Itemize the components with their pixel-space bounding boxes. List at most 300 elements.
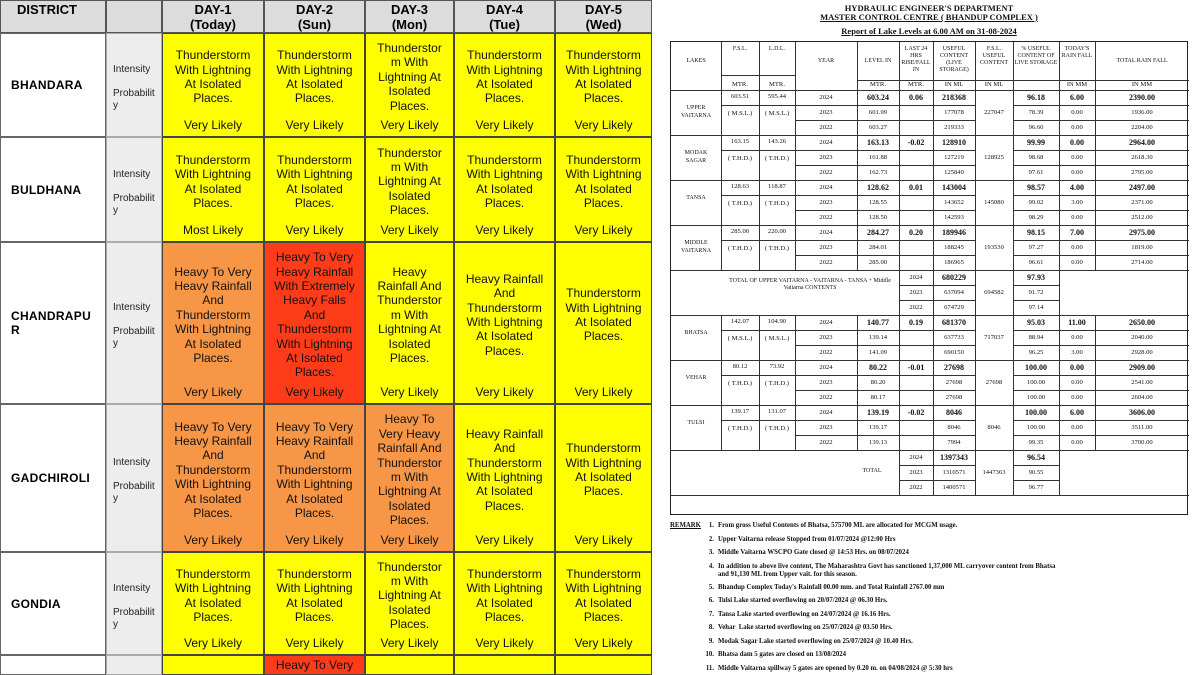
level: 603.27 (868, 124, 888, 131)
forecast-cell (555, 137, 652, 242)
year: 2022 (909, 484, 923, 491)
grid-line (933, 360, 934, 405)
grid-line (1059, 315, 1060, 360)
forecast-cell (162, 137, 264, 242)
forecast-text: Heavy Rainfall And Thunderstorm With Lightning At Isolated Places. (465, 271, 544, 358)
remark-number: 2. (708, 535, 714, 543)
probability-value: Very Likely (574, 223, 633, 237)
report-centre: MASTER CONTROL CENTRE ( BHANDUP COMPLEX ) (820, 12, 1038, 22)
level: 80.22 (869, 363, 887, 372)
label-cell (106, 404, 162, 552)
grid-line (721, 105, 795, 106)
remark-number: 3. (708, 549, 714, 556)
percent-content: 78.39 (1028, 109, 1044, 116)
remark-item (670, 611, 891, 619)
grid-line (795, 390, 975, 391)
percent-content: 100.00 (1025, 408, 1047, 417)
forecast-cell (264, 404, 365, 552)
grid-line (721, 360, 722, 405)
district-name: CHANDRAPU R (0, 242, 106, 404)
column-header: % USEFUL CONTENT OF LIVE STORAGE (1014, 46, 1058, 66)
district-name (0, 655, 106, 675)
grid-line (795, 255, 975, 256)
rise-fall: -0.02 (907, 138, 925, 147)
datum-ref: ( M.S.L.) (727, 110, 753, 117)
percent-content: 99.99 (1027, 138, 1045, 147)
total-label: TOTAL OF UPPER VAITARNA - VAITARNA - TANSA + Middle Vaitarna CONTENTS (729, 278, 891, 291)
grid-line (721, 90, 722, 135)
useful-content: 674729 (944, 304, 964, 311)
today-rainfall: 0.00 (1071, 154, 1083, 161)
forecast-cell (264, 242, 365, 404)
grid-line (1059, 90, 1060, 135)
year: 2024 (909, 454, 923, 461)
forecast-text: Heavy To Very Heavy Rainfall And Thunderstorm With Lightning At Isolated Places. (174, 264, 252, 366)
useful-content: 7994 (947, 439, 961, 446)
percent-content: 96.54 (1027, 453, 1045, 462)
column-header: LAKES (686, 58, 706, 64)
grid-line (795, 105, 975, 106)
fsl-useful-content: 1447363 (982, 469, 1006, 476)
fsl-useful-content: 128925 (984, 154, 1004, 161)
remark-number: 7. (708, 610, 714, 618)
percent-content: 96.18 (1027, 93, 1045, 102)
useful-content: 189946 (942, 228, 966, 237)
unit-label: MTR. (870, 81, 886, 88)
remark-text: Upper Vaitarna release Stopped from 01/07/2024 @12:00 Hrs (718, 535, 896, 543)
remark-number: 10. (705, 651, 714, 658)
year: 2024 (819, 184, 833, 191)
total-rainfall: 2541.00 (1131, 379, 1153, 386)
remark-text: Modak Sagar Lake started overflowing on 25/07/2024 @ 10.40 Hrs. (718, 637, 913, 645)
remark-text: Tansa Lake started overflowing on 24/07/2024 @ 16.16 Hrs. (718, 610, 891, 618)
grid-line (795, 330, 975, 331)
year: 2022 (819, 169, 833, 176)
forecast-cell (454, 552, 555, 655)
datum-ref: ( T.H.D.) (728, 155, 752, 162)
grid-line (899, 405, 900, 450)
total-rainfall: 2390.00 (1129, 93, 1155, 102)
grid-line (795, 150, 975, 151)
grid-line (795, 225, 796, 270)
grid-line (1013, 165, 1189, 166)
level: 603.24 (867, 93, 889, 102)
year: 2024 (819, 319, 833, 326)
total-rainfall: 2795.00 (1131, 169, 1153, 176)
grid-line (899, 225, 900, 270)
grid-line (721, 240, 795, 241)
remark-text: From gross Useful Contents of Bhatsa, 575700 ML are allocated for MCGM usage. (718, 522, 958, 529)
today-rainfall: 0.00 (1071, 259, 1083, 266)
grid-line (795, 240, 975, 241)
grid-line (1013, 480, 1059, 481)
probability-value: Very Likely (183, 118, 243, 132)
today-rainfall: 0.00 (1071, 379, 1083, 386)
grid-line (671, 495, 1189, 496)
fsl-value: 142.07 (730, 318, 750, 325)
grid-line (933, 270, 934, 315)
percent-content: 98.29 (1028, 214, 1044, 221)
grid-line (671, 135, 1189, 136)
forecast-text: Thunderstor m With Lightning At Isolated Places. (377, 145, 442, 218)
grid-line (795, 435, 975, 436)
level: 601.99 (868, 109, 888, 116)
forecast-text: Thunderstorm With Lightning At Isolated Places. (565, 152, 642, 210)
ldl-value: 220.00 (767, 228, 787, 235)
useful-content: 125840 (944, 169, 964, 176)
remark-number: 4. (708, 562, 714, 570)
probability-value: Very Likely (285, 223, 344, 237)
probability-value: Very Likely (380, 533, 439, 547)
grid-line (1013, 225, 1014, 270)
level: 139.13 (868, 439, 888, 446)
remark-item (670, 638, 913, 646)
forecast-text: Thunderstorm With Lightning At Isolated Places. (466, 566, 543, 624)
year: 2023 (819, 154, 833, 161)
column-header: USEFUL CONTENT (LIVE STORAGE) (939, 46, 969, 73)
grid-line (975, 90, 976, 135)
forecast-cell (365, 33, 454, 137)
remark-text: Bhatsa dam 5 gates are closed on 13/08/2024 (718, 651, 847, 658)
fsl-value: 163.15 (730, 138, 750, 145)
remark-item (670, 522, 957, 530)
total-rainfall: 1819.00 (1131, 244, 1153, 251)
grid-line (1013, 240, 1189, 241)
forecast-text: Thunderstorm With Lightning At Isolated Places. (565, 566, 642, 624)
percent-content: 96.25 (1028, 349, 1044, 356)
probability-value: Very Likely (285, 533, 344, 547)
grid-line (1013, 300, 1059, 301)
level: 128.55 (868, 199, 888, 206)
intensity-label: Intensity (113, 302, 151, 313)
today-rainfall: 0.00 (1071, 439, 1083, 446)
total-rainfall: 2618.30 (1131, 154, 1153, 161)
grid-line (857, 90, 858, 135)
grid-line (1095, 180, 1096, 225)
probability-value: Very Likely (574, 636, 633, 650)
lake-name: MODAK SAGAR (684, 150, 708, 164)
label-cell (106, 33, 162, 137)
ldl-value: 73.92 (769, 363, 785, 370)
percent-content: 99.02 (1028, 199, 1044, 206)
percent-content: 97.61 (1028, 169, 1044, 176)
forecast-cell (162, 552, 264, 655)
percent-content: 98.68 (1028, 154, 1044, 161)
report-dept: HYDRAULIC ENGINEER'S DEPARTMENT (844, 3, 1014, 13)
percent-content: 100.00 (1026, 424, 1046, 431)
remark-text: In addition to above live content, The Maharashtra Govt has sanctioned 1,37,000 ML carryover content from Bhatsa and 91,130 ML from Upper vait. for this season. (718, 562, 1056, 578)
today-rainfall: 6.00 (1070, 93, 1084, 102)
forecast-text: Thunderstorm With Lightning At Isolated Places. (565, 286, 642, 344)
forecast-cell (454, 655, 555, 675)
forecast-text: Heavy Rainfall And Thunderstor m With Lightning At Isolated Places. (377, 264, 442, 366)
grid-line (899, 270, 900, 315)
grid-line (721, 405, 722, 450)
today-rainfall: 7.00 (1070, 228, 1084, 237)
level: 284.27 (867, 228, 889, 237)
year: 2024 (819, 409, 833, 416)
percent-content: 95.03 (1027, 318, 1045, 327)
district-name: GADCHIROLI (0, 404, 106, 552)
ldl-value: 104.90 (767, 318, 787, 325)
probability-value: Very Likely (380, 223, 439, 237)
useful-content: 177078 (944, 109, 964, 116)
datum-ref: ( T.H.D.) (728, 200, 752, 207)
remark-text: Tulsi Lake started overflowing on 20/07/2024 @ 06.30 Hrs. (718, 597, 888, 604)
today-rainfall: 11.00 (1068, 318, 1086, 327)
grid-line (857, 225, 858, 270)
forecast-cell (555, 33, 652, 137)
probability-value: Very Likely (183, 636, 243, 650)
fsl-useful-content: 193530 (984, 244, 1004, 251)
rise-fall: -0.02 (907, 408, 925, 417)
forecast-cell (365, 655, 454, 675)
grid-line (975, 405, 976, 450)
probability-value: Very Likely (285, 636, 344, 650)
grid-line (721, 330, 795, 331)
useful-content: 8046 (947, 424, 961, 431)
year: 2022 (819, 214, 833, 221)
forecast-cell (365, 552, 454, 655)
intensity-label: Intensity (113, 582, 151, 594)
grid-line (1095, 405, 1096, 450)
grid-line (975, 450, 976, 495)
forecast-text: Thunderstorm With Lightning At Isolated Places. (276, 48, 353, 106)
grid-line (1013, 195, 1189, 196)
label-cell (106, 655, 162, 675)
grid-line (759, 90, 760, 135)
column-header: L.D.L. (768, 46, 786, 52)
grid-line (933, 405, 934, 450)
grid-line (1013, 375, 1189, 376)
grid-line (1013, 285, 1059, 286)
ldl-value: 118.87 (768, 183, 786, 190)
forecast-text: Heavy Rainfall And Thunderstorm With Lightning At Isolated Places. (465, 426, 544, 513)
total-rainfall: 2714.00 (1131, 259, 1153, 266)
percent-content: 98.15 (1027, 228, 1045, 237)
percent-content: 99.35 (1028, 439, 1044, 446)
remark-number: 11. (705, 664, 714, 672)
forecast-cell (264, 552, 365, 655)
district-name: GONDIA (0, 552, 106, 655)
datum-ref: ( T.H.D.) (765, 425, 789, 432)
today-rainfall: 0.00 (1070, 363, 1084, 372)
datum-ref: ( T.H.D.) (728, 245, 752, 252)
ldl-value: 595.44 (767, 93, 787, 100)
grid-line (1059, 270, 1060, 315)
header-day-3 (365, 0, 454, 33)
grid-line (899, 90, 900, 135)
probability-value: Very Likely (574, 385, 633, 399)
column-header: TOTAL RAIN FALL (1116, 58, 1168, 64)
grid-line (671, 90, 1189, 91)
probability-value: Very Likely (475, 636, 534, 650)
forecast-text: Heavy To Very (275, 658, 354, 672)
year: 2023 (909, 469, 923, 476)
grid-line (721, 150, 795, 151)
forecast-text: Thunderstorm With Lightning At Isolated Places. (174, 152, 252, 210)
remark-number: 6. (708, 597, 714, 604)
percent-content: 96.60 (1028, 124, 1044, 131)
level: 141.09 (868, 349, 888, 356)
probability-value: Very Likely (285, 385, 344, 399)
rise-fall: 0.20 (909, 228, 923, 237)
remark-item (670, 651, 846, 659)
probability-value: Very Likely (574, 118, 633, 132)
grid-line (857, 360, 858, 405)
remark-item (670, 536, 896, 544)
grid-line (795, 120, 975, 121)
column-header: TODAY'S RAIN FALL (1061, 46, 1093, 59)
percent-content: 97.27 (1028, 244, 1044, 251)
level: 163.13 (867, 138, 889, 147)
grid-line (857, 315, 858, 360)
grid-line (795, 135, 796, 180)
grid-line (899, 180, 900, 225)
intensity-label: Intensity (113, 64, 151, 75)
total-rainfall: 2975.00 (1129, 228, 1155, 237)
today-rainfall: 6.00 (1070, 408, 1084, 417)
level: 128.50 (868, 214, 888, 221)
percent-content: 91.72 (1028, 289, 1044, 296)
today-rainfall: 0.00 (1071, 424, 1083, 431)
datum-ref: ( M.S.L.) (764, 110, 790, 117)
forecast-text: Thunderstorm With Lightning At Isolated Places. (565, 441, 642, 499)
datum-ref: ( M.S.L.) (764, 335, 790, 342)
grid-line (975, 180, 976, 225)
forecast-text: Thunderstorm With Lightning At Isolated Places. (565, 48, 642, 106)
grid-line (857, 135, 858, 180)
grid-line (1013, 105, 1189, 106)
grid-line (721, 315, 722, 360)
year: 2022 (819, 439, 833, 446)
grid-line (933, 180, 934, 225)
grid-line (933, 315, 934, 360)
probability-value: Very Likely (475, 385, 534, 399)
header-day-5 (555, 0, 652, 33)
probability-value: Very Likely (475, 533, 534, 547)
useful-content: 143004 (942, 183, 966, 192)
fsl-useful-content: 27698 (985, 379, 1003, 386)
grid-line (1013, 330, 1189, 331)
grid-line (795, 405, 796, 450)
forecast-cell (264, 33, 365, 137)
today-rainfall: 0.00 (1071, 214, 1083, 221)
header-day-label: DAY-2 (295, 2, 334, 17)
grid-line (795, 375, 975, 376)
year: 2022 (909, 304, 923, 311)
level: 285.00 (868, 259, 888, 266)
remark-item (670, 549, 909, 557)
useful-content: 143652 (944, 199, 964, 206)
grid-line (795, 420, 975, 421)
grid-line (759, 405, 760, 450)
percent-content: 97.93 (1027, 273, 1045, 282)
remark-item (670, 665, 953, 673)
probability-label: Probabilit y (113, 606, 155, 630)
today-rainfall: 3.00 (1071, 349, 1083, 356)
forecast-cell (264, 137, 365, 242)
probability-value: Very Likely (380, 636, 439, 650)
probability-label: Probabilit y (113, 192, 155, 216)
useful-content: 8046 (946, 408, 962, 417)
grid-line (795, 360, 796, 405)
level: 140.77 (867, 318, 889, 327)
today-rainfall: 0.00 (1071, 109, 1083, 116)
intensity-label: Intensity (113, 457, 151, 468)
grid-line (899, 450, 900, 495)
grid-line (933, 225, 934, 270)
useful-content: 27698 (945, 379, 963, 386)
year: 2022 (819, 124, 833, 131)
grid-line (1013, 90, 1014, 135)
grid-line (1095, 225, 1096, 270)
ldl-value: 131.07 (767, 408, 787, 415)
rise-fall: 0.06 (909, 93, 923, 102)
year: 2024 (819, 94, 833, 101)
header-day-2 (264, 0, 365, 33)
remark-item (670, 584, 944, 592)
grid-line (721, 180, 722, 225)
forecast-cell (555, 552, 652, 655)
useful-content: 27698 (944, 363, 964, 372)
grid-line (1013, 135, 1014, 180)
grid-line (1013, 390, 1189, 391)
grid-line (1059, 360, 1060, 405)
grid-line (933, 450, 934, 495)
column-header: LEVEL IN (864, 58, 892, 64)
remark-label: REMARK (670, 522, 701, 529)
fsl-useful-content: 145080 (984, 199, 1004, 206)
probability-value: Most Likely (182, 223, 244, 237)
grid-line (857, 405, 858, 450)
year: 2023 (819, 109, 833, 116)
year: 2022 (819, 394, 833, 401)
datum-ref: ( T.H.D.) (728, 425, 752, 432)
total-rainfall: 2512.00 (1131, 214, 1153, 221)
header-blank (106, 0, 162, 33)
remark-text: Vehar Lake started overflowing on 25/07/2024 @ 03.50 Hrs. (718, 624, 893, 631)
header-day-name: (Today) (190, 17, 236, 32)
probability-value: Very Likely (475, 223, 534, 237)
level: 284.01 (868, 244, 888, 251)
lake-name: VEHAR (685, 375, 707, 381)
forecast-cell (365, 242, 454, 404)
year: 2024 (819, 139, 833, 146)
grid-line (759, 135, 760, 180)
useful-content: 218368 (942, 93, 966, 102)
forecast-text: Thunderstorm With Lightning At Isolated Places. (276, 566, 353, 624)
grid-line (721, 420, 795, 421)
useful-content: 1310571 (942, 469, 966, 476)
useful-content: 680229 (942, 273, 966, 282)
grid-line (1013, 120, 1189, 121)
today-rainfall: 0.00 (1071, 244, 1083, 251)
grid-line (795, 90, 796, 135)
datum-ref: ( M.S.L.) (727, 335, 753, 342)
fsl-useful-content: 227047 (984, 109, 1004, 116)
year: 2022 (819, 259, 833, 266)
lake-level-report (658, 0, 1200, 675)
grid-line (1095, 315, 1096, 360)
grid-line (1013, 180, 1014, 225)
fsl-value: 80.12 (732, 363, 748, 370)
intensity-label: Intensity (113, 168, 151, 180)
fsl-useful-content: 8046 (987, 424, 1001, 431)
district-name: BHANDARA (0, 33, 106, 137)
grid-line (933, 90, 934, 135)
column-header: F.S.L. (732, 46, 748, 52)
